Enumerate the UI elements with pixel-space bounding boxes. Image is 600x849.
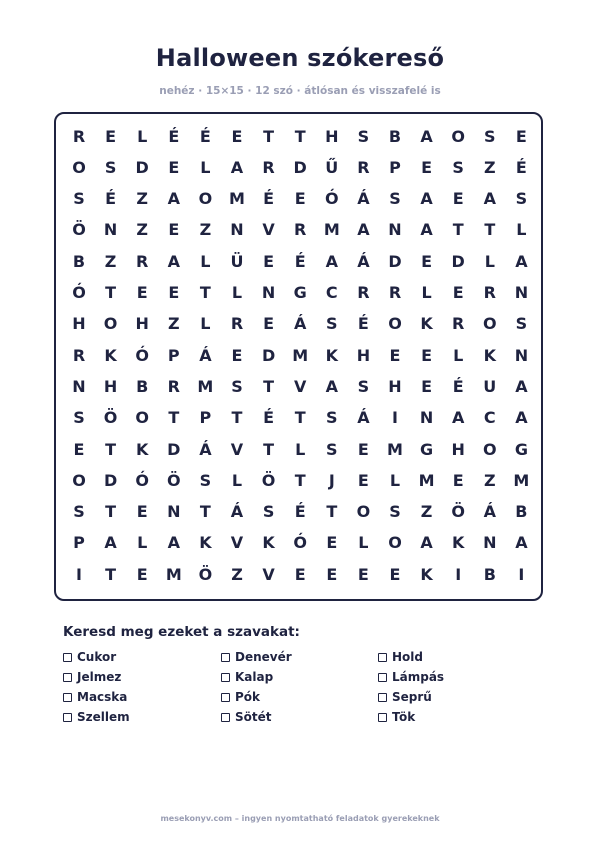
grid-cell[interactable]: K (483, 345, 496, 365)
grid-cell[interactable]: M (323, 220, 340, 240)
grid-cell[interactable]: E (452, 283, 464, 302)
grid-cell[interactable]: B (388, 126, 402, 146)
grid-cell[interactable]: R (388, 283, 402, 302)
grid-cell[interactable]: T (294, 126, 306, 146)
grid-cell[interactable]: T (263, 126, 275, 146)
grid-cell[interactable]: A (515, 408, 528, 428)
grid-cell[interactable]: N (419, 408, 434, 428)
word-label: Kalap (235, 670, 274, 684)
word-label: Hold (392, 650, 423, 664)
grid-cell[interactable]: K (135, 439, 149, 459)
letter-grid (54, 112, 543, 601)
grid-cell[interactable]: M (165, 564, 182, 584)
grid-cell[interactable]: E (357, 564, 369, 584)
grid-cell[interactable]: B (136, 376, 149, 396)
grid-cell[interactable]: O (72, 470, 86, 490)
grid-cell[interactable]: H (388, 376, 402, 396)
grid-cell[interactable]: V (262, 220, 275, 240)
grid-cell[interactable]: R (72, 126, 86, 146)
grid-cell[interactable]: S (73, 408, 85, 428)
word-list-title: Keresd meg ezeket a szavakat: (63, 624, 300, 640)
word-label: Pók (235, 690, 261, 704)
grid-cell[interactable]: É (199, 126, 211, 146)
grid-cell[interactable]: A (483, 189, 496, 209)
grid-cell[interactable]: E (452, 189, 464, 209)
grid-cell[interactable]: D (388, 251, 402, 271)
grid-cell[interactable]: R (357, 283, 370, 302)
grid-cell[interactable]: E (73, 439, 85, 459)
grid-row (56, 214, 541, 245)
grid-cell[interactable]: T (199, 283, 211, 302)
grid-cell[interactable]: S (73, 189, 85, 209)
grid-cell[interactable]: A (325, 376, 338, 396)
word-list-item (221, 708, 272, 726)
grid-cell[interactable]: L (295, 439, 306, 459)
grid-cell[interactable]: Z (483, 470, 496, 490)
grid-cell[interactable]: A (104, 533, 117, 553)
word-label: Jelmez (77, 670, 122, 684)
grid-cell[interactable]: Ó (135, 345, 149, 365)
grid-cell[interactable]: N (167, 502, 181, 522)
grid-cell[interactable]: Á (483, 502, 496, 522)
grid-cell[interactable]: R (167, 376, 180, 396)
grid-cell[interactable]: Ű (325, 157, 339, 177)
grid-cell[interactable]: I (455, 564, 462, 584)
grid-cell[interactable]: E (452, 470, 464, 490)
grid-cell[interactable]: Ó (135, 470, 149, 490)
grid-cell[interactable]: S (231, 376, 243, 396)
grid-cell[interactable]: E (389, 345, 401, 365)
grid-cell[interactable]: T (231, 408, 243, 428)
grid-cell[interactable]: P (167, 345, 180, 365)
grid-cell[interactable]: T (263, 439, 275, 459)
grid-cell[interactable]: T (199, 502, 211, 522)
grid-cell[interactable]: L (358, 533, 369, 553)
checkbox-icon[interactable] (378, 673, 387, 682)
grid-cell[interactable]: P (389, 157, 401, 177)
grid-cell[interactable]: L (231, 283, 243, 302)
checkbox-icon[interactable] (63, 693, 72, 702)
grid-cell[interactable]: A (515, 376, 528, 396)
grid-cell[interactable]: O (388, 314, 402, 334)
checkbox-icon[interactable] (221, 653, 230, 662)
grid-cell[interactable]: A (325, 251, 338, 271)
grid-cell[interactable]: R (230, 314, 244, 334)
grid-cell[interactable]: A (167, 251, 180, 271)
grid-cell[interactable]: N (514, 345, 529, 365)
grid-cell[interactable]: S (104, 157, 117, 177)
grid-cell[interactable]: E (326, 533, 338, 553)
grid-cell[interactable]: H (356, 345, 371, 365)
grid-cell[interactable]: U (483, 376, 497, 396)
grid-cell[interactable]: M (229, 189, 245, 209)
checkbox-icon[interactable] (63, 713, 72, 722)
grid-cell[interactable]: Z (136, 189, 148, 209)
grid-cell[interactable]: S (515, 314, 528, 334)
grid-cell[interactable]: K (325, 345, 338, 365)
grid-cell[interactable]: R (452, 314, 465, 334)
grid-cell[interactable]: V (230, 439, 244, 459)
grid-row (56, 152, 541, 183)
grid-cell[interactable]: R (72, 345, 86, 365)
grid-cell[interactable]: N (514, 283, 529, 302)
grid-cell[interactable]: A (515, 251, 528, 271)
grid-cell[interactable]: E (263, 251, 275, 271)
grid-cell[interactable]: Á (230, 502, 244, 522)
grid-cell[interactable]: E (231, 345, 243, 365)
grid-cell[interactable]: S (199, 470, 212, 490)
grid-cell[interactable]: L (516, 220, 527, 240)
grid-cell[interactable]: É (105, 189, 117, 209)
word-list-item (63, 708, 130, 726)
grid-cell[interactable]: L (200, 251, 211, 271)
grid-cell[interactable]: K (420, 564, 433, 584)
grid-cell[interactable]: E (168, 220, 180, 240)
word-label: Denevér (235, 650, 292, 664)
grid-cell[interactable]: G (420, 439, 434, 459)
grid-cell[interactable]: Á (357, 251, 370, 271)
grid-cell[interactable]: R (136, 251, 149, 271)
grid-cell[interactable]: E (357, 470, 369, 490)
grid-cell[interactable]: É (168, 126, 180, 146)
grid-cell[interactable]: E (136, 283, 148, 302)
grid-cell[interactable]: D (135, 157, 149, 177)
grid-cell[interactable]: E (421, 376, 433, 396)
grid-row (56, 340, 541, 371)
grid-cell[interactable]: S (452, 157, 464, 177)
grid-row (56, 308, 541, 339)
grid-cell[interactable]: N (261, 283, 276, 302)
grid-row (56, 465, 541, 496)
grid-cell[interactable]: L (389, 470, 401, 490)
grid-cell[interactable]: S (326, 408, 338, 428)
grid-cell[interactable]: A (357, 220, 370, 240)
grid-cell[interactable]: C (325, 283, 338, 302)
word-label: Macska (77, 690, 128, 704)
grid-cell[interactable]: K (104, 345, 117, 365)
grid-cell[interactable]: Ü (230, 251, 244, 271)
checkbox-icon[interactable] (221, 693, 230, 702)
grid-cell[interactable]: N (72, 376, 86, 396)
grid-cell[interactable]: H (451, 439, 465, 459)
grid-cell[interactable]: T (105, 502, 117, 522)
grid-cell[interactable]: L (200, 157, 211, 177)
word-list-item (63, 648, 116, 666)
grid-cell[interactable]: E (168, 283, 180, 302)
grid-cell[interactable]: P (73, 533, 85, 553)
grid-row (56, 121, 541, 152)
grid-cell[interactable]: O (482, 439, 497, 459)
grid-cell[interactable]: H (135, 314, 149, 334)
word-list-item (63, 668, 121, 686)
grid-cell[interactable]: O (72, 157, 86, 177)
grid-cell[interactable]: S (73, 502, 85, 522)
grid-cell[interactable]: Ó (72, 283, 86, 302)
grid-cell[interactable]: É (357, 314, 369, 334)
grid-cell[interactable]: O (388, 533, 402, 553)
grid-cell[interactable]: L (484, 251, 495, 271)
checkbox-icon[interactable] (221, 673, 230, 682)
grid-cell[interactable]: T (452, 220, 464, 240)
grid-cell[interactable]: K (420, 314, 433, 334)
grid-cell[interactable]: E (136, 502, 148, 522)
grid-cell[interactable]: E (263, 314, 275, 334)
grid-cell[interactable]: Ö (166, 470, 181, 490)
grid-cell[interactable]: H (103, 376, 118, 396)
grid-row (56, 402, 541, 433)
grid-cell[interactable]: É (294, 251, 306, 271)
footer-text: mesekonyv.com – ingyen nyomtatható feladatok gyerekeknek (160, 814, 440, 823)
checkbox-icon[interactable] (378, 693, 387, 702)
grid-cell[interactable]: D (103, 470, 118, 490)
grid-cell[interactable]: C (483, 408, 496, 428)
grid-cell[interactable]: Z (167, 314, 180, 334)
page-title: Halloween szókereső (155, 44, 445, 72)
grid-cell[interactable]: I (518, 564, 525, 584)
grid-cell[interactable]: D (167, 439, 181, 459)
grid-cell[interactable]: Á (199, 345, 212, 365)
grid-cell[interactable]: T (294, 470, 306, 490)
grid-cell[interactable]: R (483, 283, 496, 302)
grid-cell[interactable]: V (262, 564, 275, 584)
checkbox-icon[interactable] (378, 713, 387, 722)
grid-cell[interactable]: I (76, 564, 82, 584)
grid-cell[interactable]: A (230, 157, 244, 177)
grid-cell[interactable]: Z (199, 220, 212, 240)
grid-cell[interactable]: E (294, 189, 306, 209)
grid-cell[interactable]: Á (293, 314, 307, 334)
grid-cell[interactable]: T (105, 439, 117, 459)
word-list-item (221, 648, 292, 666)
grid-cell[interactable]: O (451, 126, 465, 146)
grid-cell[interactable]: K (451, 533, 465, 553)
grid-cell[interactable]: S (389, 502, 401, 522)
grid-cell[interactable]: T (105, 564, 117, 584)
grid-cell[interactable]: Z (231, 564, 243, 584)
grid-cell[interactable]: O (103, 314, 118, 334)
grid-cell[interactable]: É (263, 189, 275, 209)
grid-cell[interactable]: N (388, 220, 402, 240)
grid-cell[interactable]: Z (483, 157, 496, 177)
grid-cell[interactable]: Z (104, 251, 117, 271)
grid-cell[interactable]: T (484, 220, 496, 240)
grid-cell[interactable]: T (326, 502, 338, 522)
grid-cell[interactable]: M (513, 470, 530, 490)
grid-cell[interactable]: E (421, 251, 433, 271)
grid-cell[interactable]: E (231, 126, 243, 146)
grid-cell[interactable]: E (105, 126, 117, 146)
grid-cell[interactable]: É (294, 502, 306, 522)
word-label: Szellem (77, 710, 130, 724)
grid-cell[interactable]: B (483, 564, 496, 584)
grid-cell[interactable]: N (483, 533, 497, 553)
grid-cell[interactable]: M (197, 376, 214, 396)
grid-cell[interactable]: N (230, 220, 244, 240)
grid-cell[interactable]: A (515, 533, 528, 553)
grid-cell[interactable]: S (326, 439, 338, 459)
grid-cell[interactable]: Ó (324, 189, 339, 209)
grid-cell[interactable]: D (261, 345, 276, 365)
grid-cell[interactable]: S (357, 126, 370, 146)
grid-row (56, 496, 541, 527)
word-label: Sötét (235, 710, 272, 724)
word-list-item (378, 648, 423, 666)
grid-cell[interactable]: L (231, 470, 243, 490)
grid-cell[interactable]: Ó (293, 533, 307, 553)
grid-row (56, 246, 541, 277)
grid-cell[interactable]: Ö (72, 220, 86, 240)
grid-cell[interactable]: E (136, 564, 148, 584)
grid-row (56, 559, 541, 590)
grid-cell[interactable]: M (418, 470, 435, 490)
grid-cell[interactable]: V (230, 533, 244, 553)
grid-cell[interactable]: L (453, 345, 464, 365)
grid-cell[interactable]: T (263, 376, 275, 396)
grid-row (56, 527, 541, 558)
word-list-item (378, 668, 444, 686)
word-label: Cukor (77, 650, 117, 664)
grid-cell[interactable]: S (357, 376, 370, 396)
grid-cell[interactable]: O (356, 502, 371, 522)
grid-cell[interactable]: E (421, 345, 433, 365)
grid-cell[interactable]: N (103, 220, 118, 240)
grid-cell[interactable]: S (262, 502, 275, 522)
page-subtitle: nehéz · 15×15 · 12 szó · átlósan és visszafelé is (159, 85, 441, 97)
grid-cell[interactable]: P (199, 408, 212, 428)
grid-cell[interactable]: L (137, 533, 148, 553)
grid-cell[interactable]: A (420, 189, 433, 209)
grid-cell[interactable]: M (387, 439, 403, 459)
grid-cell[interactable]: V (293, 376, 307, 396)
grid-cell[interactable]: G (514, 439, 528, 459)
grid-cell[interactable]: E (326, 564, 338, 584)
grid-cell[interactable]: T (105, 283, 117, 302)
grid-cell[interactable]: D (451, 251, 465, 271)
word-list-item (221, 688, 260, 706)
word-label: Tök (392, 710, 416, 724)
grid-cell[interactable]: Ö (451, 502, 465, 522)
grid-cell[interactable]: É (515, 157, 527, 177)
grid-cell[interactable]: D (293, 157, 307, 177)
grid-row (56, 183, 541, 214)
grid-cell[interactable]: L (200, 314, 211, 334)
grid-cell[interactable]: S (515, 189, 528, 209)
grid-cell[interactable]: Ö (103, 408, 118, 428)
grid-cell[interactable]: Á (357, 189, 370, 209)
grid-cell[interactable]: B (72, 251, 86, 271)
grid-cell[interactable]: É (263, 408, 275, 428)
grid-cell[interactable]: E (421, 157, 433, 177)
grid-cell[interactable]: H (72, 314, 86, 334)
checkbox-icon[interactable] (221, 713, 230, 722)
grid-cell[interactable]: L (137, 126, 148, 146)
grid-cell[interactable]: A (420, 533, 433, 553)
checkbox-icon[interactable] (63, 653, 72, 662)
word-label: Lámpás (392, 670, 445, 684)
grid-cell[interactable]: O (198, 189, 213, 209)
grid-cell[interactable]: K (262, 533, 275, 553)
grid-row (56, 371, 541, 402)
checkbox-icon[interactable] (63, 673, 72, 682)
word-list-item (221, 668, 273, 686)
grid-cell[interactable]: E (515, 126, 527, 146)
grid-cell[interactable]: Z (420, 502, 433, 522)
grid-cell[interactable]: E (294, 564, 306, 584)
grid-cell[interactable]: O (135, 408, 149, 428)
grid-cell[interactable]: R (294, 220, 307, 240)
grid-cell[interactable]: A (420, 220, 433, 240)
grid-cell[interactable]: A (167, 189, 180, 209)
grid-cell[interactable]: S (389, 189, 401, 209)
word-label: Seprű (392, 690, 432, 704)
grid-cell[interactable]: A (167, 533, 180, 553)
grid-cell[interactable]: S (484, 126, 496, 146)
grid-row (56, 434, 541, 465)
grid-cell[interactable]: A (420, 126, 433, 146)
grid-cell[interactable]: É (452, 376, 464, 396)
grid-cell[interactable]: A (451, 408, 465, 428)
grid-cell[interactable]: T (294, 408, 306, 428)
word-list-item (378, 688, 432, 706)
grid-row (56, 277, 541, 308)
grid-cell[interactable]: H (325, 126, 339, 146)
grid-cell[interactable]: E (389, 564, 401, 584)
grid-cell[interactable]: L (421, 283, 432, 302)
grid-cell[interactable]: J (328, 470, 335, 490)
grid-cell[interactable]: T (168, 408, 180, 428)
word-list-item (63, 688, 127, 706)
grid-cell[interactable]: S (326, 314, 338, 334)
grid-cell[interactable]: Ö (261, 470, 276, 490)
grid-cell[interactable]: E (357, 439, 369, 459)
grid-cell[interactable]: E (168, 157, 180, 177)
grid-cell[interactable]: I (392, 408, 398, 428)
grid-cell[interactable]: Ö (198, 564, 213, 584)
grid-cell[interactable]: K (199, 533, 212, 553)
grid-cell[interactable]: G (293, 283, 307, 302)
grid-cell[interactable]: Á (199, 439, 212, 459)
checkbox-icon[interactable] (378, 653, 387, 662)
grid-cell[interactable]: R (357, 157, 370, 177)
grid-cell[interactable]: R (262, 157, 275, 177)
grid-cell[interactable]: B (515, 502, 528, 522)
word-list-item (378, 708, 415, 726)
grid-cell[interactable]: Z (136, 220, 148, 240)
grid-cell[interactable]: O (482, 314, 497, 334)
grid-cell[interactable]: M (292, 345, 309, 365)
grid-cell[interactable]: Á (357, 408, 370, 428)
